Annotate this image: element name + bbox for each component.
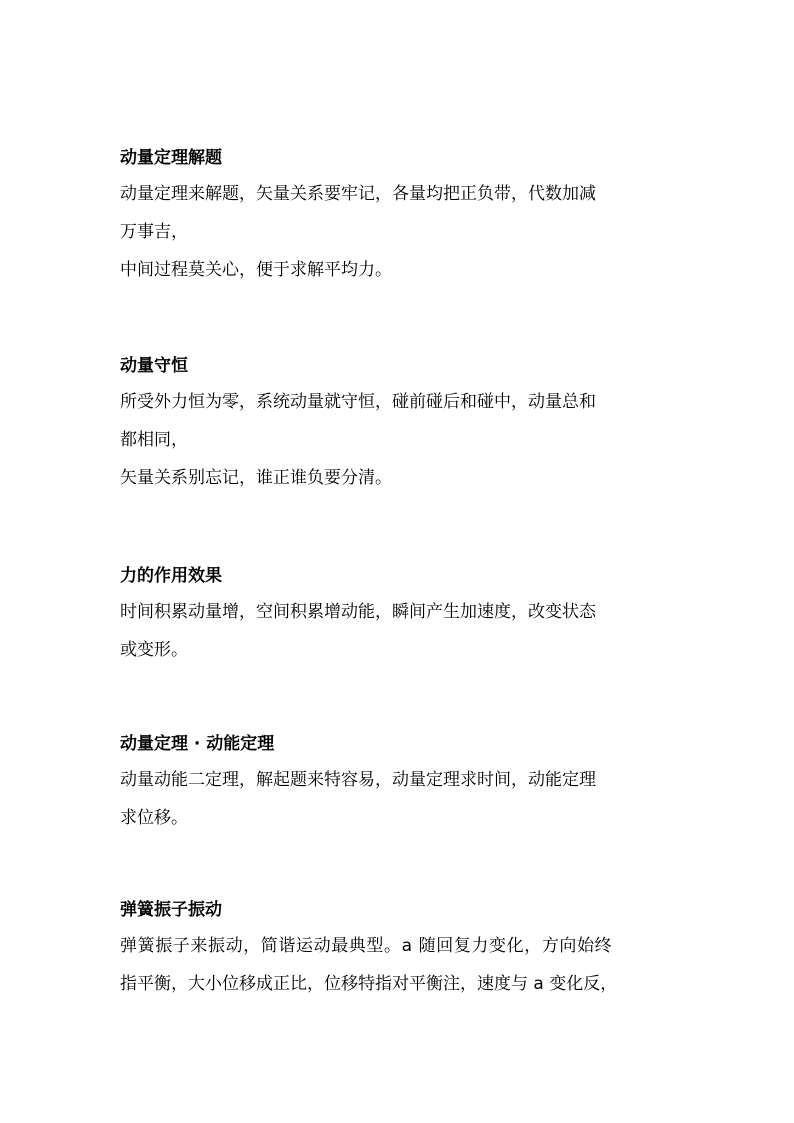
text-line: 或变形。: [120, 640, 188, 660]
section-force-effects: [120, 565, 690, 677]
section-momentum-theorem: [120, 147, 690, 297]
section-heading: 动量定理 · 动能定理: [120, 734, 275, 754]
text-line: 中间过程莫关心，便于求解平均力。: [120, 260, 392, 280]
section-heading: 力的作用效果: [120, 566, 222, 586]
section-momentum-energy-theorems: [120, 733, 690, 845]
text-line: 矢量关系别忘记，谁正谁负要分清。: [120, 468, 392, 488]
text-line: 万事吉，: [120, 222, 188, 242]
text-line: 求位移。: [120, 808, 188, 828]
section-spring-oscillator: [120, 899, 690, 1011]
text-line: 动量定理来解题，矢量关系要牢记，各量均把正负带，代数加减: [120, 184, 596, 204]
text-line: 动量动能二定理，解起题来特容易，动量定理求时间，动能定理: [120, 770, 596, 790]
section-heading: 动量守恒: [120, 356, 188, 376]
section-heading: 动量定理解题: [120, 148, 222, 168]
section-heading: 弹簧振子振动: [120, 900, 222, 920]
text-line: 弹簧振子来振动，简谐运动最典型。a 随回复力变化，方向始终: [120, 936, 613, 956]
text-line: 所受外力恒为零，系统动量就守恒，碰前碰后和碰中，动量总和: [120, 392, 596, 412]
text-line: 时间积累动量增，空间积累增动能，瞬间产生加速度，改变状态: [120, 602, 596, 622]
section-momentum-conservation: [120, 355, 690, 505]
text-line: 都相同，: [120, 430, 188, 450]
text-line: 指平衡，大小位移成正比，位移特指对平衡注，速度与 a 变化反，: [120, 974, 618, 994]
